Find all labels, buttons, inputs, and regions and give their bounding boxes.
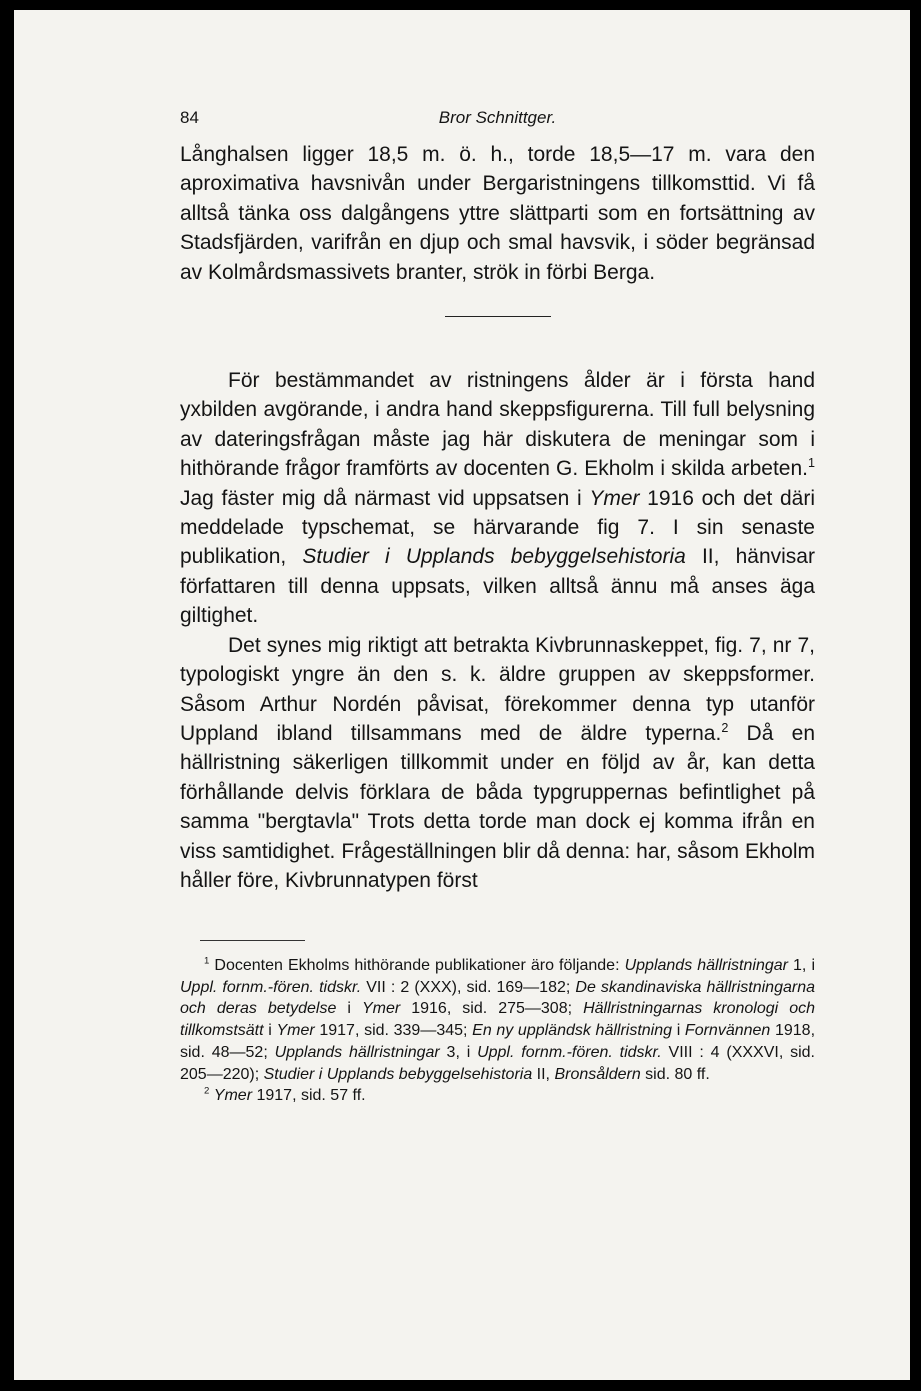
paragraph-2: För bestämmandet av ristningens ålder är i första hand yxbilden avgörande, i andra hand skeppsfigurerna. Till full belysning av dateringsfrågan måste jag här diskutera de meningar som i hithörande frågor framförts av docenten G. Ekholm i skilda arbeten.$^1$ Jag fäster mig då närmast vid uppsatsen i Ymer 1916 och det däri meddelade typschemat, se härvarande fig 7. I sin senaste publikation, Studier i Upplands bebyggelsehistoria II, hänvisar författaren till denna uppsats, vilken alltså ännu må anses äga giltighet. bbox=[180, 369, 816, 628]
footnote-ref-2: 2 bbox=[721, 720, 729, 735]
running-head-author: Bror Schnittger. bbox=[438, 108, 557, 127]
footnote-2: $^2$ Ymer 1917, sid. 57 ff. bbox=[204, 1085, 366, 1105]
footnote-ref-1: 1 bbox=[807, 456, 815, 471]
paragraph-1: Långhalsen ligger 18,5 m. ö. h., torde 18,5—17 m. vara den aproximativa havsnivån under Bergaristningens tillkomsttid. Vi få alltså tänka oss dalgångens yttre slättparti som en fortsättning av Stadsfjärden, varifrån en djup och smal havsvik, i söder begränsad av Kolmårdsmassivets branter, strök in förbi Berga. bbox=[180, 143, 815, 284]
cited-title: Studier i Upplands bebyggelsehistoria bbox=[302, 545, 686, 569]
section-separator bbox=[445, 316, 551, 317]
page-number: 84 bbox=[180, 108, 199, 127]
footnote-1: $^1$ Docenten Ekholms hithörande publikationer äro följande: Upplands hällristningar 1, i Uppl. fornm.-fören. tidskr. VII : 2 (XXX), sid. 169—182; De skandinaviska hällristningarna och deras betydelse i Ymer 1916, sid. 275—308; Hällristningarnas kronologi och tillkomstsätt i Ymer 1917, sid. 339—345; En ny uppländsk hällristning i Fornvännen 1918, sid. 48—52; Upplands hällristningar 3, i Uppl. fornm.-fören. tidskr. VIII : 4 (XXXVI, sid. 205—220); Studier i Upplands bebyggelsehistoria II, Bronsåldern sid. 80 ff. bbox=[180, 955, 816, 1083]
paragraph-3: Det synes mig riktigt att betrakta Kivbrunnaskeppet, fig. 7, nr 7, typologiskt yngre än den s. k. äldre gruppen av skeppsformer. Såsom Arthur Nordén påvisat, förekommer denna typ utanför Uppland ibland tillsammans med de äldre typerna.$^2$ Då en hällristning säkerligen tillkommit under en följd av år, kan detta förhållande delvis förklara de båda typgruppernas befintlighet på samma "bergtavla" Trots detta torde man dock ej komma ifrån en viss samtidighet. Frågeställningen blir då denna: har, såsom Ekholm håller före, Kivbrunnatypen först bbox=[180, 633, 815, 892]
body-text bbox=[180, 140, 815, 895]
running-header bbox=[180, 102, 815, 132]
footnotes bbox=[180, 955, 815, 1107]
footnote-rule bbox=[200, 940, 305, 941]
